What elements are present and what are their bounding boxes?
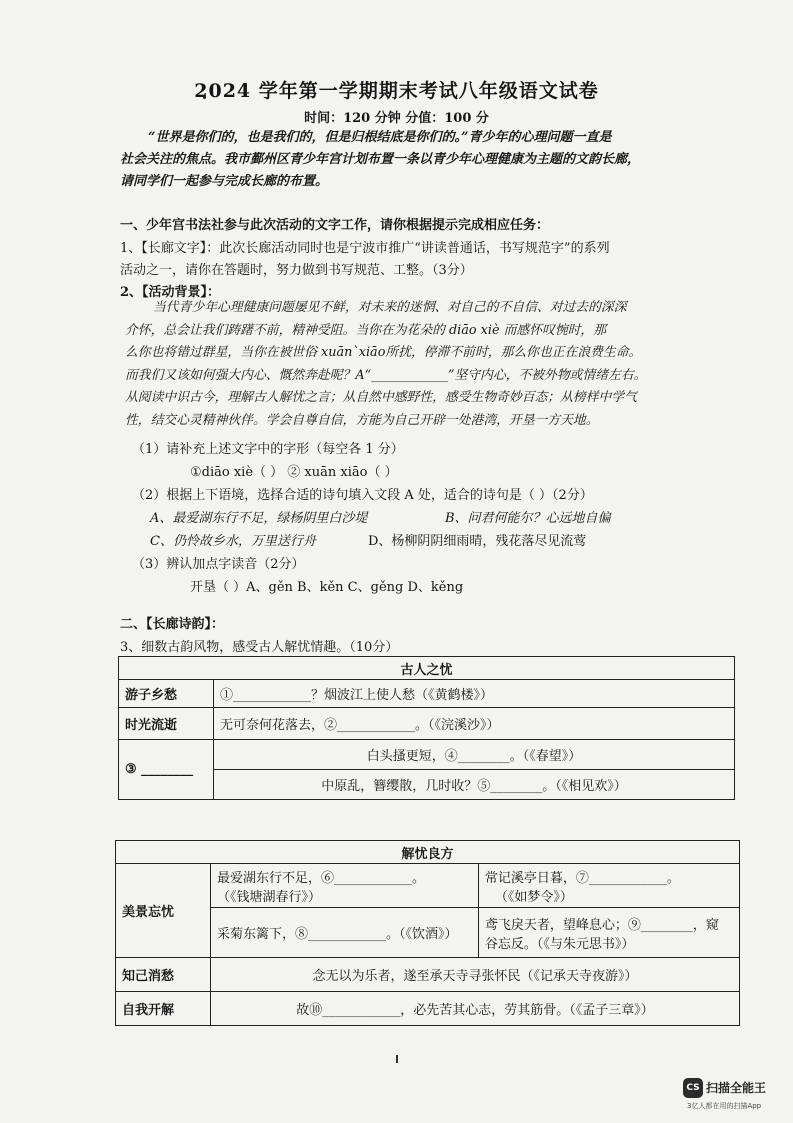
page-title: 2024 学年第一学期期末考试八年级语文试卷 <box>194 80 599 102</box>
row-content: ①____________？烟波江上使人愁（《黄鹤楼》） <box>214 680 735 708</box>
q3-prompt: 3、细数古韵风物，感受古人解忧情趣。（10分） <box>120 640 399 655</box>
cell-line: 谷忘反。（《与朱元思书》） <box>484 936 635 952</box>
row-label: 自我开解 <box>116 992 211 1026</box>
row-content: 念无以为乐者，遂至承天寺寻张怀民（《记承天寺夜游》） <box>211 958 740 992</box>
cell-line: 最爱湖东行不足，⑥____________。 <box>217 870 426 886</box>
q1-line-1: 1、【长廊文字】：此次长廊活动同时也是宁波市推广“讲读普通话，书写规范字”的系列 <box>120 241 610 256</box>
cell-line: 常记溪亭日暮，⑦____________。 <box>484 870 680 886</box>
table-row <box>119 740 735 770</box>
row-label: 时光流逝 <box>119 708 214 740</box>
remedies-table <box>115 840 740 1026</box>
watermark-app-name: 扫描全能王 <box>706 1081 767 1095</box>
sub-question-1-blanks: ①diāo xiè（ ） ② xuān xiāo（ ） <box>190 465 398 480</box>
row-label-blank: ③ ________ <box>119 740 214 800</box>
option-a: A、最爱湖东行不足，绿杨阴里白沙堤 <box>150 511 368 526</box>
sub-question-3: （3）辨认加点字读音（2分） <box>132 557 305 572</box>
table-2-header: 解忧良方 <box>116 841 740 864</box>
watermark-tagline: 3亿人都在用的扫描App <box>687 1102 762 1110</box>
scanner-watermark <box>683 1077 766 1098</box>
q2-heading: 2、【活动背景】： <box>120 285 221 300</box>
scan-mark <box>396 1055 398 1063</box>
table-row <box>119 708 735 740</box>
background-passage <box>125 297 753 432</box>
row-content: 无可奈何花落去，②____________。（《浣溪沙》） <box>214 708 735 740</box>
intro-line-1: “世界是你们的，也是我们的，但是归根结底是你们的。”青少年的心理问题一直是 <box>148 130 612 145</box>
table-row <box>116 958 740 992</box>
row-content: 白头搔更短，④________。（《春望》） <box>214 740 735 770</box>
table-1-header: 古人之忧 <box>119 657 735 680</box>
cell-line: 鸢飞戾天者，望峰息心；⑨________，窥 <box>484 917 719 933</box>
row-label: 美景忘忧 <box>116 864 211 958</box>
table-row <box>116 992 740 1026</box>
ancient-worries-table <box>118 656 735 800</box>
passage-line-3: 么你也将错过群星，当你在被世俗 xuān`xiāo所扰，停滞不前时，那么你也正在浪费生命。 <box>125 345 642 360</box>
passage-line-2: 介怀，总会让我们踌躇不前，精神受阻。当你在为花朵的 diāo xiè 而感怀叹惋时，那 <box>125 322 607 338</box>
row-label: 游子乡愁 <box>119 680 214 708</box>
cell-zhuyuansi <box>478 908 739 958</box>
exam-time-score: 时间：120 分钟 分值：100 分 <box>304 111 489 126</box>
option-d: D、杨柳阴阴细雨晴，残花落尽见流莺 <box>368 534 587 549</box>
option-b: B、问君何能尔？心远地自偏 <box>445 511 611 526</box>
cell-qiantang <box>211 864 479 908</box>
intro-line-3: 请同学们一起参与完成长廊的布置。 <box>120 174 329 189</box>
intro-line-2: 社会关注的焦点。我市鄞州区青少年宫计划布置一条以青少年心理健康为主题的文韵长廊， <box>120 152 641 167</box>
cell-line: （《钱塘湖春行》） <box>217 889 322 905</box>
section-1-heading: 一、少年宫书法社参与此次活动的文字工作，请你根据提示完成相应任务： <box>120 218 550 233</box>
table-row <box>116 864 740 908</box>
q1-line-2: 活动之一，请你在答题时，努力做到书写规范、工整。（3分） <box>120 263 473 278</box>
camscanner-logo-icon: CS <box>683 1078 703 1098</box>
section-2-heading: 二、【长廊诗韵】： <box>120 617 225 632</box>
cell-rumengling <box>478 864 739 908</box>
sub-question-3-options: 开垦（ ）A、gěn B、kěn C、gěng D、kěng <box>190 580 464 595</box>
passage-line-1: 当代青少年心理健康问题屡见不鲜，对未来的迷惘、对自己的不自信、对过去的深深 <box>153 300 627 315</box>
passage-line-4: 而我们又该如何强大内心、慨然奔赴呢？A“____________”坚守内心，不被外物或情绪左右。 <box>125 367 647 383</box>
passage-line-5: 从阅读中识古今，理解古人解忧之言；从自然中感野性，感受生物奇妙百态；从榜样中学气 <box>125 390 637 405</box>
row-label: 知己消愁 <box>116 958 211 992</box>
cell-line: （《如梦令》） <box>494 889 573 905</box>
sub-question-2: （2）根据上下语境，选择合适的诗句填入文段 A 处，适合的诗句是（ ）（2分） <box>132 488 593 503</box>
row-content: 故⑩____________，必先苦其心志，劳其筋骨。（《孟子三章》） <box>211 992 740 1026</box>
sub-question-1: （1）请补充上述文字中的字形（每空各 1 分） <box>132 442 404 457</box>
row-content: 中原乱，簪缨散，几时收？⑤________。（《相见欢》） <box>214 770 735 800</box>
option-c: C、仍怜故乡水，万里送行舟 <box>150 534 316 549</box>
intro-paragraph <box>120 127 740 193</box>
passage-line-6: 性，结交心灵精神伙伴。学会自尊自信，方能为自己开辟一处港湾，开垦一方天地。 <box>125 412 599 428</box>
table-row <box>119 680 735 708</box>
cell-yinjiu: 采菊东篱下，⑧____________。（《饮酒》） <box>211 908 479 958</box>
